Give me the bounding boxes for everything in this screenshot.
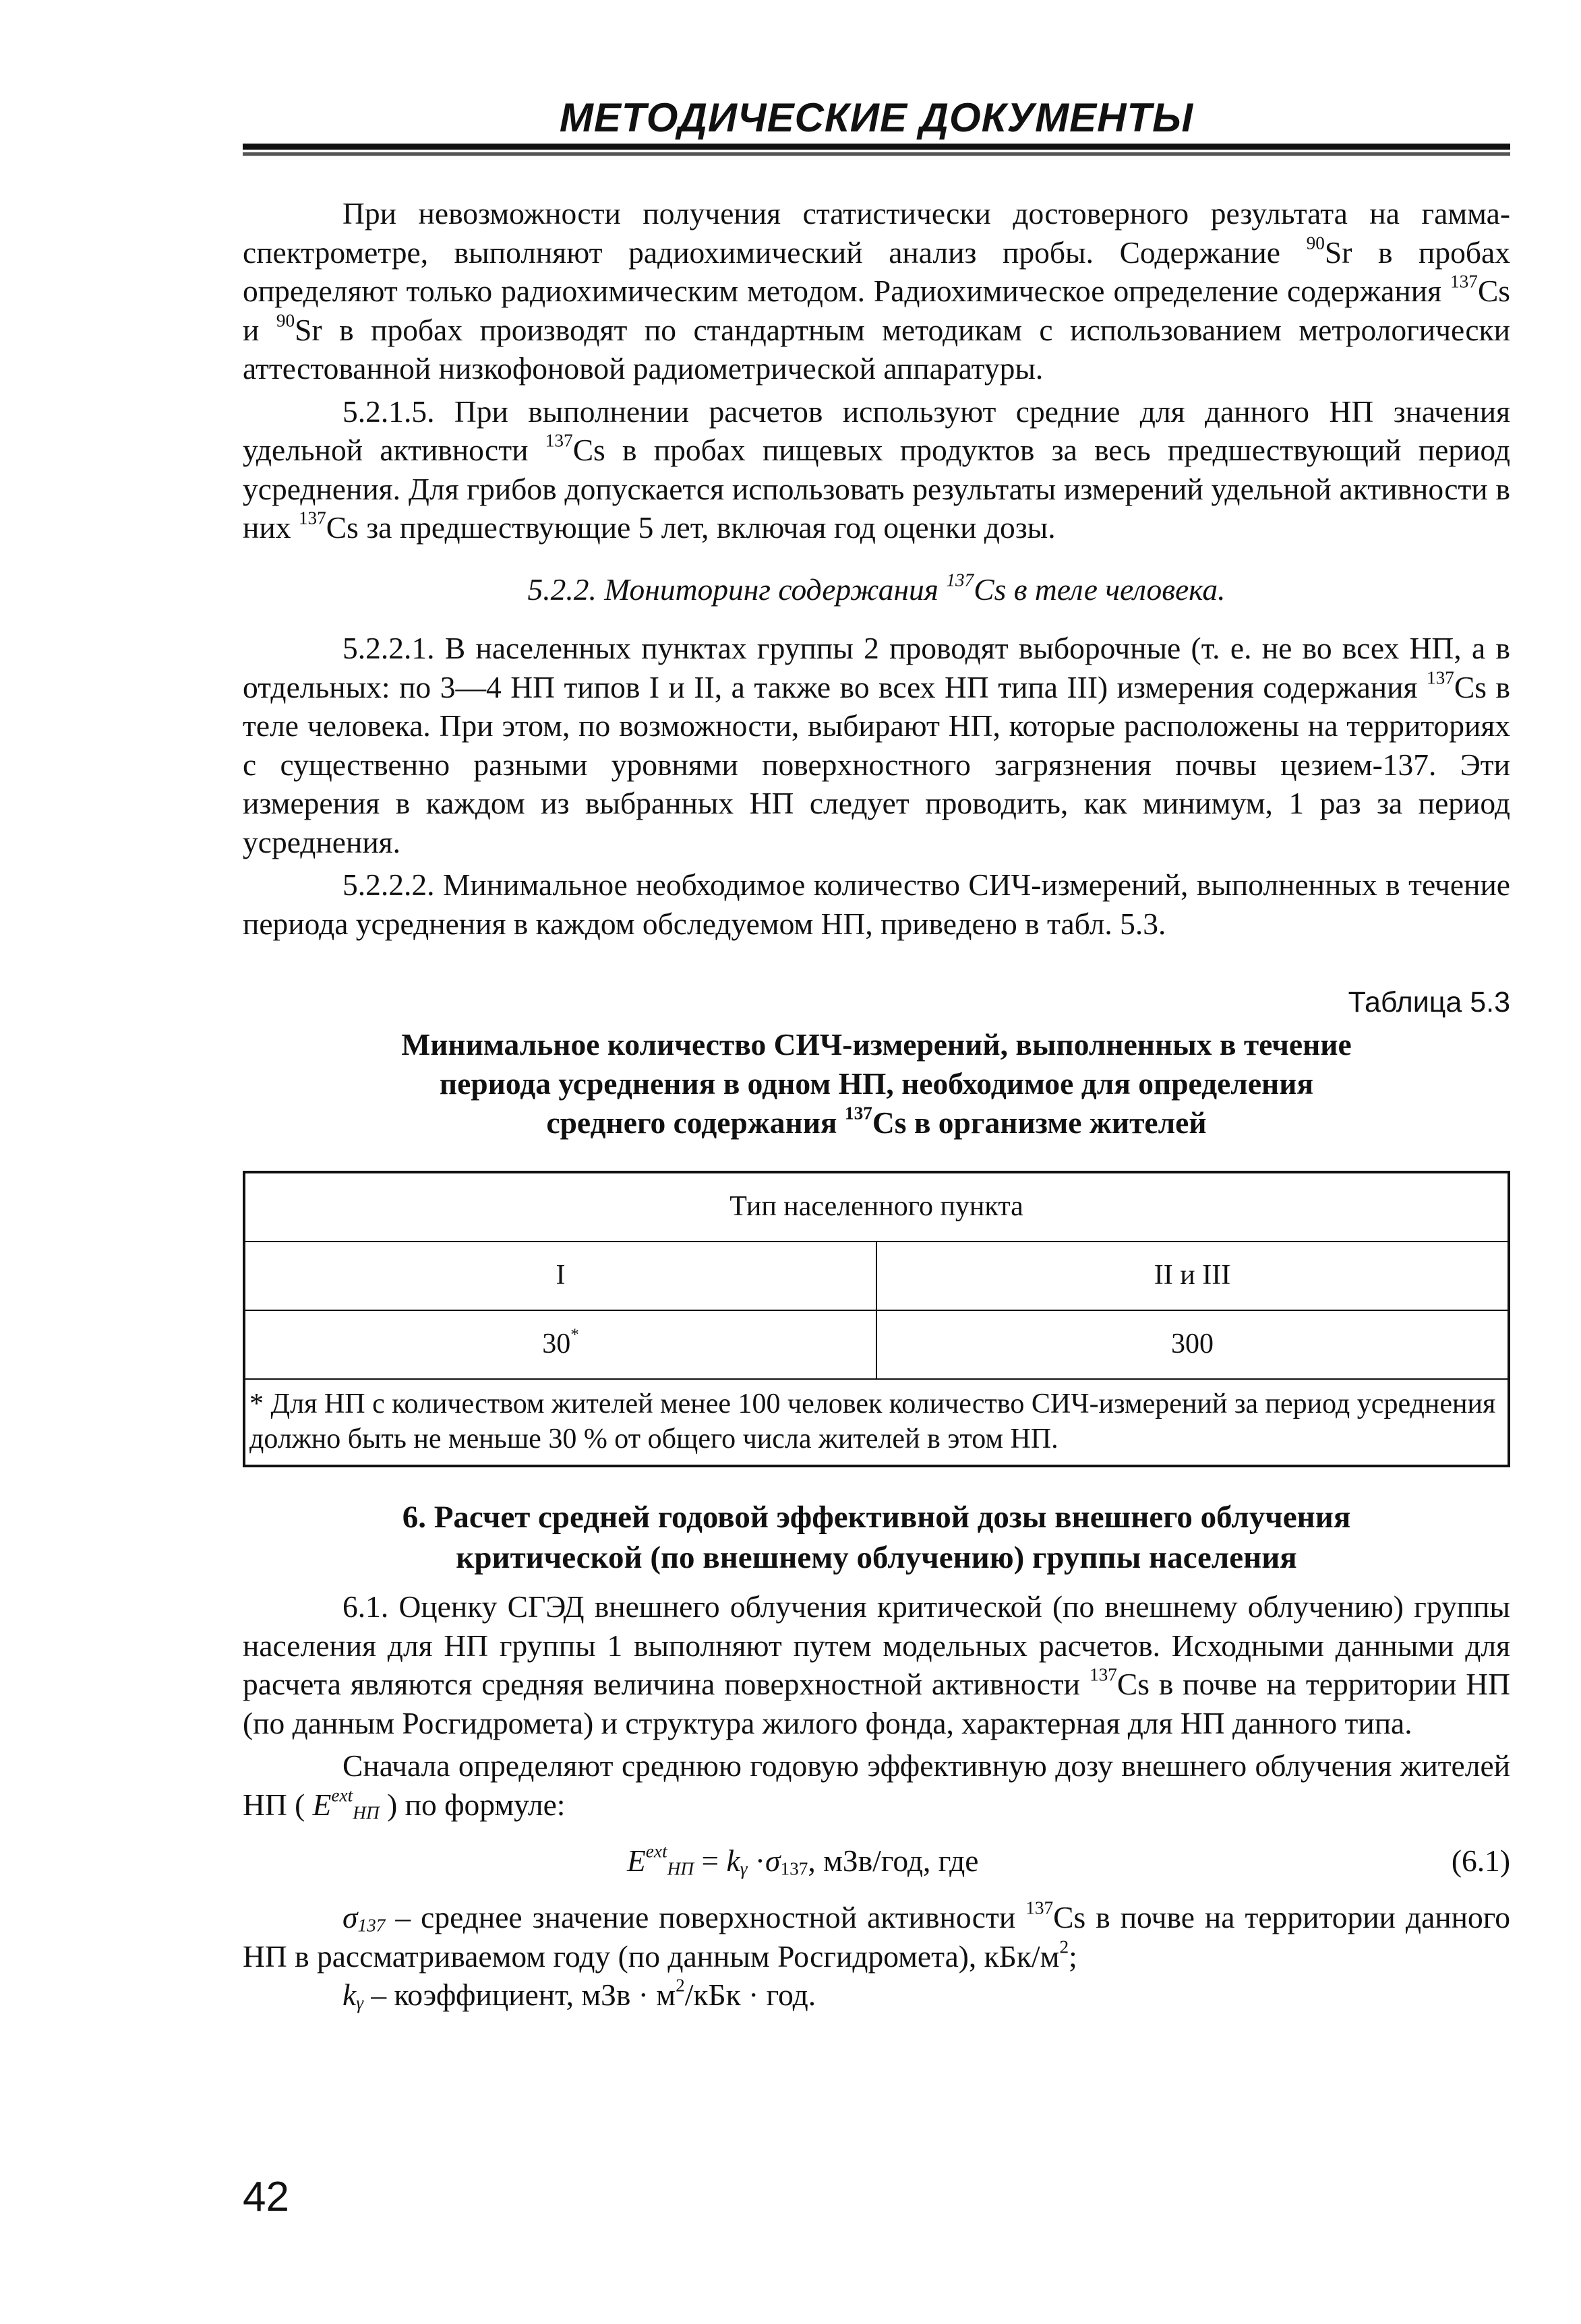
paragraph-gamma-spectrometry: При невозможности получения статистически достоверного результата на гамма-спектрометре, выполняют радиохимический анализ пробы. Содержание $^{90}$Sr в пробах определяют только радиохимическим методом. Радиохимическое определение содержания $^{137}$Cs и $^{90}$Sr в пробах производят по стандартным методикам с использованием метрологически аттестованной низкофоновой радиометрической аппаратуры.	[243, 196, 1510, 386]
paragraph-5-2-2-1: 5.2.2.1. В населенных пунктах группы 2 проводят выборочные (т. е. не во всех НП, а в отдельных: по 3—4 НП типов I и II, а также во всех НП типа III) измерения содержания $^{137}$Cs в теле человека. При этом, по возможности, выбирают НП, которые расположены на территориях с существенно разными уровнями поверхностного загрязнения почвы цезием-137. Эти измерения в каждом из выбранных НП следует проводить, как минимум, 1 раз за период усреднения.	[243, 631, 1510, 859]
page-body	[243, 194, 1510, 2015]
section-6-heading: 6. Расчет средней годовой эффективной дозы внешнего облучения критической (по внешнему облучению) группы населения	[402, 1500, 1351, 1575]
subsection-heading-5-2-2: 5.2.2. Мониторинг содержания $^{137}$Cs в теле человека.	[527, 570, 1226, 607]
header-rule-thin	[243, 152, 1510, 156]
paragraph-5-2-1-5: 5.2.1.5. При выполнении расчетов используют средние для данного НП значения удельной активности $^{137}$Cs в пробах пищевых продуктов за весь предшествующий период усреднения. Для грибов допускается использовать результаты измерений удельной активности в них $^{137}$Cs за предшествующие 5 лет, включая год оценки дозы.	[243, 394, 1511, 545]
table-footnote: * Для НП с количеством жителей менее 100 человек количество СИЧ-измерений за период усреднения должно быть не меньше 30 % от общего числа жителей в этом НП.	[244, 1379, 1509, 1466]
page-header: МЕТОДИЧЕСКИЕ ДОКУМЕНТЫ	[559, 95, 1194, 140]
header-rule-thick	[243, 144, 1510, 150]
table-header-settlement-type: Тип населенного пункта	[244, 1172, 1509, 1242]
page-number: 42	[243, 2174, 289, 2220]
formula-6-1	[243, 1837, 1510, 1891]
table-col-type-2-3: II и III	[876, 1242, 1509, 1310]
paragraph-formula-intro: Сначала определяют среднюю годовую эффективную дозу внешнего облучения жителей НП ( $E^{ext}_{НП}$ ) по формуле:	[243, 1748, 1510, 1823]
definition-sigma: $\sigma_{137}$ – среднее значение поверхностной активности $^{137}$Cs в почве на территории данного НП в рассматриваемом году (по данным Росгидромета), кБк/$м^2$;	[243, 1897, 1510, 1974]
table-col-type-1: I	[244, 1242, 876, 1310]
formula-number: (6.1)	[1451, 1843, 1510, 1878]
paragraph-5-2-2-2: 5.2.2.2. Минимальное необходимое количество СИЧ-измерений, выполненных в течение периода усреднения в каждом обследуемом НП, приведено в табл. 5.3.	[243, 867, 1510, 941]
table-caption: Таблица 5.3	[1348, 986, 1510, 1018]
definition-k-gamma: $k_\gamma$ – коэффициент, мЗв · $м^2$/кБк · год.	[342, 1975, 816, 2013]
measurements-table	[243, 1171, 1510, 1467]
table-title: Минимальное количество СИЧ-измерений, выполненных в течение периода усреднения в одном НП, необходимое для определения среднего содержания $^{137}$Cs в организме жителей	[401, 1027, 1352, 1140]
formula-body: $E^{ext}_{НП} = k_\gamma \cdot\sigma_{137}$, мЗв/год, где	[627, 1841, 979, 1879]
table-value-type-1: 30*	[244, 1310, 876, 1379]
table-value-type-2-3: 300	[876, 1310, 1509, 1379]
paragraph-6-1: 6.1. Оценку СГЭД внешнего облучения критической (по внешнему облучению) группы населения для НП группы 1 выполняют путем модельных расчетов. Исходными данными для расчета являются средняя величина поверхностной активности $^{137}$Cs в почве на территории НП (по данным Росгидромета) и структура жилого фонда, характерная для НП данного типа.	[243, 1589, 1510, 1740]
